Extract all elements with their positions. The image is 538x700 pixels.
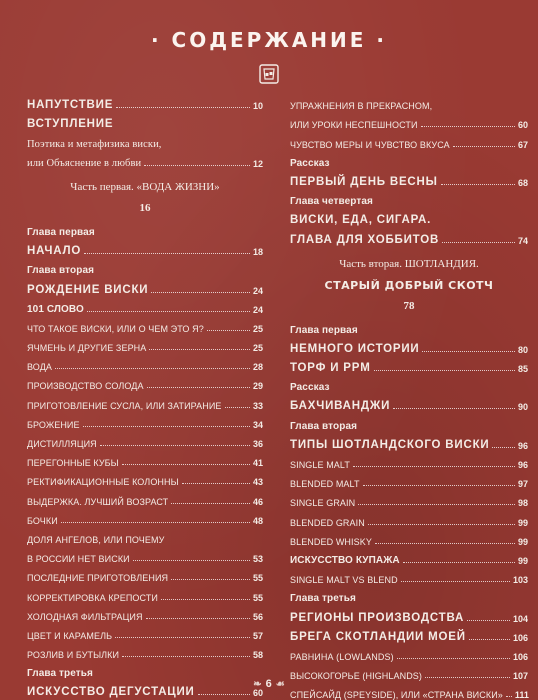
toc-entry[interactable] bbox=[27, 603, 263, 622]
toc-entry-title: ПРИГОТОВЛЕНИЕ СУСЛА, ИЛИ ЗАТИРАНИЕ bbox=[27, 400, 222, 411]
dot-leader bbox=[397, 658, 510, 659]
toc-entry-title: SINGLE GRAIN bbox=[290, 498, 356, 509]
toc-entry-title: ДОЛЯ АНГЕЛОВ, ИЛИ ПОЧЕМУ bbox=[27, 534, 165, 545]
dot-leader bbox=[147, 387, 250, 388]
toc-entry[interactable] bbox=[290, 470, 528, 489]
toc-entry[interactable] bbox=[27, 150, 263, 169]
toc-entry-title: В РОССИИ НЕТ ВИСКИ bbox=[27, 554, 130, 565]
dot-leader bbox=[87, 311, 250, 312]
toc-entry-title: БОЧКИ bbox=[27, 515, 58, 526]
part-heading: Часть вторая. ШОТЛАНДИЯ. bbox=[339, 257, 479, 270]
toc-entry-title: Глава первая bbox=[290, 324, 358, 336]
toc-entry[interactable] bbox=[27, 219, 263, 238]
toc-entry-page: 48 bbox=[252, 515, 263, 526]
toc-entry-page: 106 bbox=[512, 632, 528, 643]
page-title: · СОДЕРЖАНИЕ · bbox=[150, 28, 388, 52]
toc-entry[interactable] bbox=[27, 111, 263, 130]
page-number: 6 bbox=[265, 678, 272, 690]
dot-leader bbox=[421, 126, 515, 127]
toc-entry-title: НАЧАЛО bbox=[27, 245, 82, 258]
toc-entry-page: 24 bbox=[252, 285, 263, 296]
toc-entry-title: ТОРФ И PPM bbox=[290, 362, 371, 375]
toc-entry-title: ПЕРЕГОННЫЕ КУБЫ bbox=[27, 458, 119, 469]
section-spacer bbox=[290, 246, 528, 254]
toc-entry-title: или Объяснение в любви bbox=[27, 157, 142, 169]
toc-entry-page: 57 bbox=[252, 630, 263, 641]
toc-entry[interactable] bbox=[290, 528, 528, 547]
dot-leader bbox=[363, 485, 515, 486]
toc-entry-page: 68 bbox=[517, 177, 528, 188]
toc-entry-page: 18 bbox=[252, 247, 263, 258]
toc-entry-title: БРОЖЕНИЕ bbox=[27, 419, 80, 430]
dot-leader bbox=[506, 696, 512, 697]
toc-entry-title: Глава третья bbox=[27, 668, 93, 680]
dot-leader bbox=[84, 253, 250, 254]
dot-leader bbox=[122, 464, 250, 465]
toc-entry[interactable] bbox=[290, 374, 528, 393]
dot-leader bbox=[161, 599, 250, 600]
toc-entry[interactable] bbox=[290, 489, 528, 508]
dot-leader bbox=[55, 368, 250, 369]
toc-entry-page: 104 bbox=[512, 613, 528, 624]
toc-entry[interactable] bbox=[290, 226, 528, 245]
toc-entry-page: 96 bbox=[517, 460, 528, 470]
toc-entry-title: ХОЛОДНАЯ ФИЛЬТРАЦИЯ bbox=[27, 611, 143, 622]
dot-leader bbox=[353, 466, 515, 467]
toc-entry-title: SINGLE MALT bbox=[290, 460, 350, 470]
toc-entry-title: Глава третья bbox=[290, 593, 356, 605]
toc-right-column bbox=[290, 92, 528, 700]
toc-entry-title: ИСКУССТВО ДЕГУСТАЦИИ bbox=[27, 686, 195, 699]
toc-entry-page: 85 bbox=[517, 364, 528, 375]
toc-entry[interactable] bbox=[27, 130, 263, 149]
dot-leader bbox=[146, 618, 250, 619]
toc-entry[interactable] bbox=[290, 355, 528, 374]
dot-leader bbox=[442, 242, 515, 243]
toc-entry-page: 96 bbox=[517, 440, 528, 451]
toc-entry-title: РЕГИОНЫ ПРОИЗВОДСТВА bbox=[290, 611, 465, 624]
toc-entry-title: 101 СЛОВО bbox=[27, 303, 84, 315]
toc-entry[interactable] bbox=[27, 487, 263, 506]
toc-entry-title: КОРРЕКТИРОВКА КРЕПОСТИ bbox=[27, 592, 158, 603]
toc-entry[interactable] bbox=[27, 430, 263, 449]
dot-leader bbox=[149, 349, 250, 350]
toc-entry-title: НАПУТСТВИЕ bbox=[27, 99, 114, 112]
dot-leader bbox=[122, 656, 250, 657]
dot-leader bbox=[225, 407, 250, 408]
dot-leader bbox=[441, 184, 515, 185]
toc-entry[interactable] bbox=[27, 92, 263, 111]
dot-leader bbox=[83, 426, 250, 427]
dot-leader bbox=[144, 165, 250, 166]
toc-entry[interactable] bbox=[27, 391, 263, 410]
dot-leader bbox=[469, 639, 510, 640]
toc-entry-page: 99 bbox=[517, 555, 528, 566]
dot-leader bbox=[61, 522, 250, 523]
dot-leader bbox=[100, 445, 250, 446]
toc-entry-page: 33 bbox=[252, 400, 263, 411]
toc-entry[interactable] bbox=[290, 92, 528, 111]
toc-entry[interactable] bbox=[27, 372, 263, 391]
toc-entry-page: 41 bbox=[252, 458, 263, 469]
ornament-left-icon: ❧ bbox=[253, 679, 262, 690]
toc-entry-page: 60 bbox=[517, 120, 528, 131]
toc-entry[interactable] bbox=[27, 468, 263, 487]
toc-entry[interactable] bbox=[27, 583, 263, 602]
toc-entry[interactable] bbox=[27, 353, 263, 372]
toc-entry-page: 28 bbox=[252, 362, 263, 373]
toc-entry-title: УПРАЖНЕНИЯ В ПРЕКРАСНОМ, bbox=[290, 101, 433, 112]
toc-entry-title: Поэтика и метафизика виски, bbox=[27, 138, 162, 150]
toc-entry[interactable] bbox=[290, 130, 528, 149]
toc-entry-page: 12 bbox=[252, 158, 263, 169]
toc-entry-title: ЦВЕТ И КАРАМЕЛЬ bbox=[27, 630, 113, 641]
dot-leader bbox=[467, 620, 510, 621]
page-footer bbox=[0, 678, 538, 690]
part-page-number: 78 bbox=[403, 299, 415, 312]
toc-entry-title: ВЫСОКОГОРЬЕ (HIGHLANDS) bbox=[290, 671, 422, 682]
toc-entry-title: Глава первая bbox=[27, 226, 95, 238]
toc-entry-page: 56 bbox=[252, 611, 263, 622]
toc-entry[interactable] bbox=[290, 336, 528, 355]
toc-entry[interactable] bbox=[290, 317, 528, 336]
toc-entry-title: ЧТО ТАКОЕ ВИСКИ, ИЛИ О ЧЕМ ЭТО Я? bbox=[27, 323, 204, 334]
toc-entry-page: 99 bbox=[517, 536, 528, 547]
dot-leader bbox=[492, 447, 515, 448]
toc-entry[interactable] bbox=[27, 622, 263, 641]
toc-entry[interactable] bbox=[290, 111, 528, 130]
toc-entry-title: SINGLE MALT VS BLEND bbox=[290, 575, 398, 586]
dot-leader bbox=[368, 524, 515, 525]
toc-entry-page: 111 bbox=[514, 690, 529, 700]
toc-entry-page: 46 bbox=[252, 496, 263, 507]
toc-entry-title: Рассказ bbox=[290, 157, 330, 169]
toc-entry-title: BLENDED GRAIN bbox=[290, 517, 365, 528]
toc-entry-page: 67 bbox=[517, 139, 528, 150]
dot-leader bbox=[198, 694, 250, 695]
section-spacer bbox=[27, 169, 263, 177]
toc-entry-title: Глава вторая bbox=[290, 420, 358, 432]
toc-entry-page: 74 bbox=[517, 235, 528, 246]
dot-leader bbox=[453, 146, 515, 147]
toc-entry-page: 90 bbox=[517, 402, 528, 413]
dot-leader bbox=[375, 543, 515, 544]
toc-entry-page: 103 bbox=[512, 575, 528, 586]
toc-entry-page: 36 bbox=[252, 439, 263, 449]
toc-entry[interactable] bbox=[290, 169, 528, 188]
dot-leader bbox=[133, 560, 250, 561]
toc-entry[interactable] bbox=[290, 624, 528, 643]
toc-entry[interactable] bbox=[27, 238, 263, 257]
toc-entry-page: 55 bbox=[252, 592, 263, 603]
toc-entry-title: Глава четвертая bbox=[290, 196, 373, 208]
toc-entry[interactable] bbox=[290, 412, 528, 431]
toc-entry-title: ВСТУПЛЕНИЕ bbox=[27, 118, 114, 131]
toc-entry-title: СПЕЙСАЙД (SPEYSIDE), ИЛИ «СТРАНА ВИСКИ» bbox=[290, 690, 503, 700]
dot-leader bbox=[182, 483, 250, 484]
dot-leader bbox=[401, 581, 510, 582]
toc-entry-page: 107 bbox=[512, 671, 528, 682]
toc-entry-title: БАХЧИВАНДЖИ bbox=[290, 400, 391, 413]
toc-entry[interactable] bbox=[290, 432, 528, 451]
toc-entry[interactable] bbox=[27, 315, 263, 334]
toc-entry-page: 80 bbox=[517, 344, 528, 355]
dot-leader bbox=[393, 408, 515, 409]
toc-entry-page: 43 bbox=[252, 477, 263, 488]
toc-entry-title: BLENDED MALT bbox=[290, 479, 360, 490]
toc-entry[interactable] bbox=[290, 604, 528, 623]
toc-entry[interactable] bbox=[27, 526, 263, 545]
toc-entry-title: Рассказ bbox=[290, 382, 330, 394]
toc-entry-page: 34 bbox=[252, 419, 263, 430]
toc-entry[interactable] bbox=[290, 188, 528, 207]
dot-leader bbox=[374, 370, 515, 371]
toc-entry-page: 55 bbox=[252, 573, 263, 584]
toc-entry-title: ТИПЫ ШОТЛАНДСКОГО ВИСКИ bbox=[290, 438, 490, 451]
toc-entry-title: РОЖДЕНИЕ ВИСКИ bbox=[27, 283, 149, 296]
toc-entry-page: 25 bbox=[252, 323, 263, 334]
whisky-glass-icon bbox=[259, 64, 279, 84]
toc-entry-title: ПОСЛЕДНИЕ ПРИГОТОВЛЕНИЯ bbox=[27, 573, 169, 584]
toc-entry[interactable] bbox=[290, 585, 528, 604]
toc-entry-page: 29 bbox=[252, 381, 263, 392]
toc-entry-title: ИЛИ УРОКИ НЕСПЕШНОСТИ bbox=[290, 120, 418, 131]
toc-entry-title: Глава вторая bbox=[27, 265, 95, 277]
toc-entry-title: ПЕРВЫЙ ДЕНЬ ВЕСНЫ bbox=[290, 175, 438, 188]
dot-leader bbox=[358, 504, 515, 505]
toc-entry[interactable] bbox=[27, 507, 263, 526]
toc-entry-title: НЕМНОГО ИСТОРИИ bbox=[290, 342, 420, 355]
toc-entry-page: 24 bbox=[252, 304, 263, 315]
toc-entry-page: 10 bbox=[252, 101, 263, 112]
toc-entry-page: 106 bbox=[512, 651, 528, 662]
toc-entry[interactable] bbox=[27, 641, 263, 660]
toc-entry[interactable] bbox=[27, 411, 263, 430]
toc-entry-title: ЯЧМЕНЬ И ДРУГИЕ ЗЕРНА bbox=[27, 343, 147, 354]
dot-leader bbox=[422, 351, 515, 352]
toc-entry-page: 53 bbox=[252, 554, 263, 565]
toc-entry-title: ДИСТИЛЛЯЦИЯ bbox=[27, 439, 97, 449]
toc-entry[interactable] bbox=[290, 547, 528, 566]
toc-entry[interactable] bbox=[27, 296, 263, 315]
toc-entry-title: ВИСКИ, ЕДА, СИГАРА. bbox=[290, 214, 432, 227]
toc-entry[interactable] bbox=[290, 643, 528, 662]
toc-entry-title: РАВНИНА (LOWLANDS) bbox=[290, 651, 394, 662]
ornament-right-icon: ☙ bbox=[275, 679, 285, 690]
toc-entry[interactable] bbox=[27, 449, 263, 468]
toc-entry-page: 98 bbox=[517, 498, 528, 509]
toc-entry-title: ВЫДЕРЖКА. ЛУЧШИЙ ВОЗРАСТ bbox=[27, 496, 169, 507]
dot-leader bbox=[151, 292, 250, 293]
dot-leader bbox=[116, 107, 250, 108]
toc-entry[interactable] bbox=[27, 660, 263, 679]
part-page-number: 16 bbox=[139, 201, 151, 214]
toc-entry-title: ИСКУССТВО КУПАЖА bbox=[290, 554, 400, 566]
toc-entry[interactable] bbox=[27, 334, 263, 353]
toc-entry-title: БРЕГА СКОТЛАНДИИ МОЕЙ bbox=[290, 630, 466, 643]
toc-entry-title: ГЛАВА ДЛЯ ХОББИТОВ bbox=[290, 233, 440, 246]
toc-entry[interactable] bbox=[27, 545, 263, 564]
part-heading: СТАРЫЙ ДОБРЫЙ СКОТЧ bbox=[324, 278, 494, 292]
toc-entry[interactable] bbox=[290, 451, 528, 470]
toc-entry[interactable] bbox=[27, 257, 263, 276]
toc-entry-page: 99 bbox=[517, 517, 528, 528]
dot-leader bbox=[403, 562, 515, 563]
toc-entry[interactable] bbox=[290, 207, 528, 226]
toc-entry-page: 60 bbox=[252, 688, 263, 699]
toc-entry-page: 58 bbox=[252, 650, 263, 661]
toc-entry-title: BLENDED WHISKY bbox=[290, 536, 372, 547]
dot-leader bbox=[115, 637, 250, 638]
toc-entry-title: РОЗЛИВ И БУТЫЛКИ bbox=[27, 650, 120, 661]
toc-entry[interactable] bbox=[290, 150, 528, 169]
toc-entry[interactable] bbox=[27, 276, 263, 295]
dot-leader bbox=[207, 330, 250, 331]
toc-entry-title: ВОДА bbox=[27, 362, 53, 373]
toc-left-column bbox=[27, 92, 263, 698]
toc-entry-page: 25 bbox=[252, 343, 263, 354]
toc-entry[interactable] bbox=[290, 566, 528, 585]
part-heading: Часть первая. «ВОДА ЖИЗНИ» bbox=[70, 180, 220, 193]
toc-entry[interactable] bbox=[290, 508, 528, 527]
toc-entry[interactable] bbox=[27, 564, 263, 583]
toc-entry-title: ПРОИЗВОДСТВО СОЛОДА bbox=[27, 381, 144, 392]
toc-entry-title: ЧУВСТВО МЕРЫ И ЧУВСТВО ВКУСА bbox=[290, 139, 450, 150]
dot-leader bbox=[171, 579, 250, 580]
toc-entry-title: РЕКТИФИКАЦИОННЫЕ КОЛОННЫ bbox=[27, 477, 179, 488]
toc-entry-page: 97 bbox=[517, 479, 528, 490]
dot-leader bbox=[171, 503, 250, 504]
toc-entry[interactable] bbox=[290, 393, 528, 412]
